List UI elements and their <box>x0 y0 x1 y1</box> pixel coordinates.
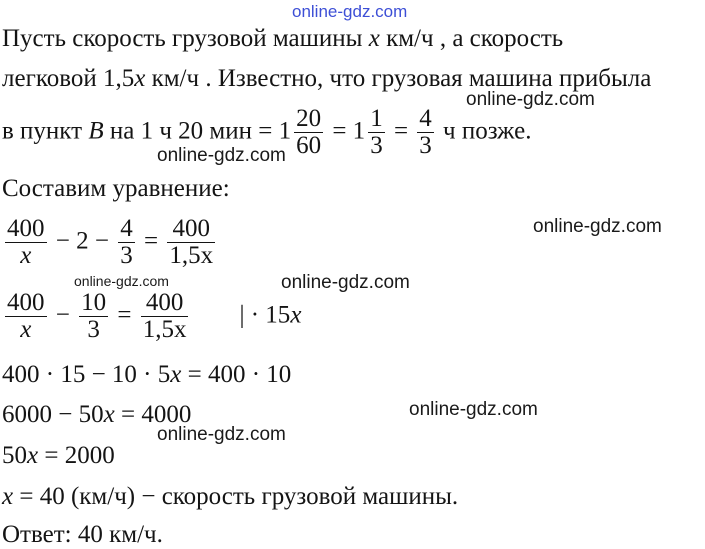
watermark: online-gdz.com <box>466 89 595 110</box>
equation-1: $\frac{400}{x}$ − 2 − $\frac{4}{3}$ = $\frac{400}{1,5x}$ <box>7 215 214 270</box>
text-line-3: в пункт B на 1 ч 20 мин = 1 $\frac{20}{60}$ = 1 $\frac{1}{3}$ = $\frac{4}{3}$ ч позже. <box>2 105 532 160</box>
watermark: online-gdz.com <box>292 2 408 21</box>
equation-3: 400 · 15 − 10 · 5x = 400 · 10 <box>2 361 292 388</box>
equation-2: $\frac{400}{x}$ − $\frac{10}{3}$ = $\frac{400}{1,5x}$ | · 15x <box>7 289 302 344</box>
fraction: $\frac{400}{1,5x}$ <box>169 215 214 270</box>
text-line-4: Составим уравнение: <box>2 175 230 202</box>
watermark: online-gdz.com <box>157 424 286 445</box>
fraction: $\frac{400}{1,5x}$ <box>142 289 187 344</box>
watermark: online-gdz.com <box>74 273 169 289</box>
fraction: $\frac{10}{3}$ <box>81 289 107 344</box>
fraction: $\frac{400}{x}$ <box>7 289 45 344</box>
equation-4: 6000 − 50x = 4000 <box>2 401 192 428</box>
equation-5: 50x = 2000 <box>2 442 115 469</box>
fraction: $\frac{1}{3}$ <box>370 105 383 160</box>
fraction: $\frac{20}{60}$ <box>296 105 322 160</box>
fraction: $\frac{400}{x}$ <box>7 215 45 270</box>
watermark: online-gdz.com <box>533 216 662 237</box>
fraction: $\frac{4}{3}$ <box>419 105 432 160</box>
fraction: $\frac{4}{3}$ <box>120 215 133 270</box>
equation-6: x = 40 (км/ч) − скорость грузовой машины. <box>2 483 459 510</box>
text-line-2: легковой 1,5x км/ч . Известно, что грузовая машина прибыла <box>2 65 652 92</box>
text-line-1: Пусть скорость грузовой машины x км/ч , а скорость <box>2 25 564 52</box>
watermark: online-gdz.com <box>409 399 538 420</box>
watermark: online-gdz.com <box>281 272 410 293</box>
watermark: online-gdz.com <box>157 145 286 166</box>
answer: Ответ: 40 км/ч. <box>2 521 163 548</box>
